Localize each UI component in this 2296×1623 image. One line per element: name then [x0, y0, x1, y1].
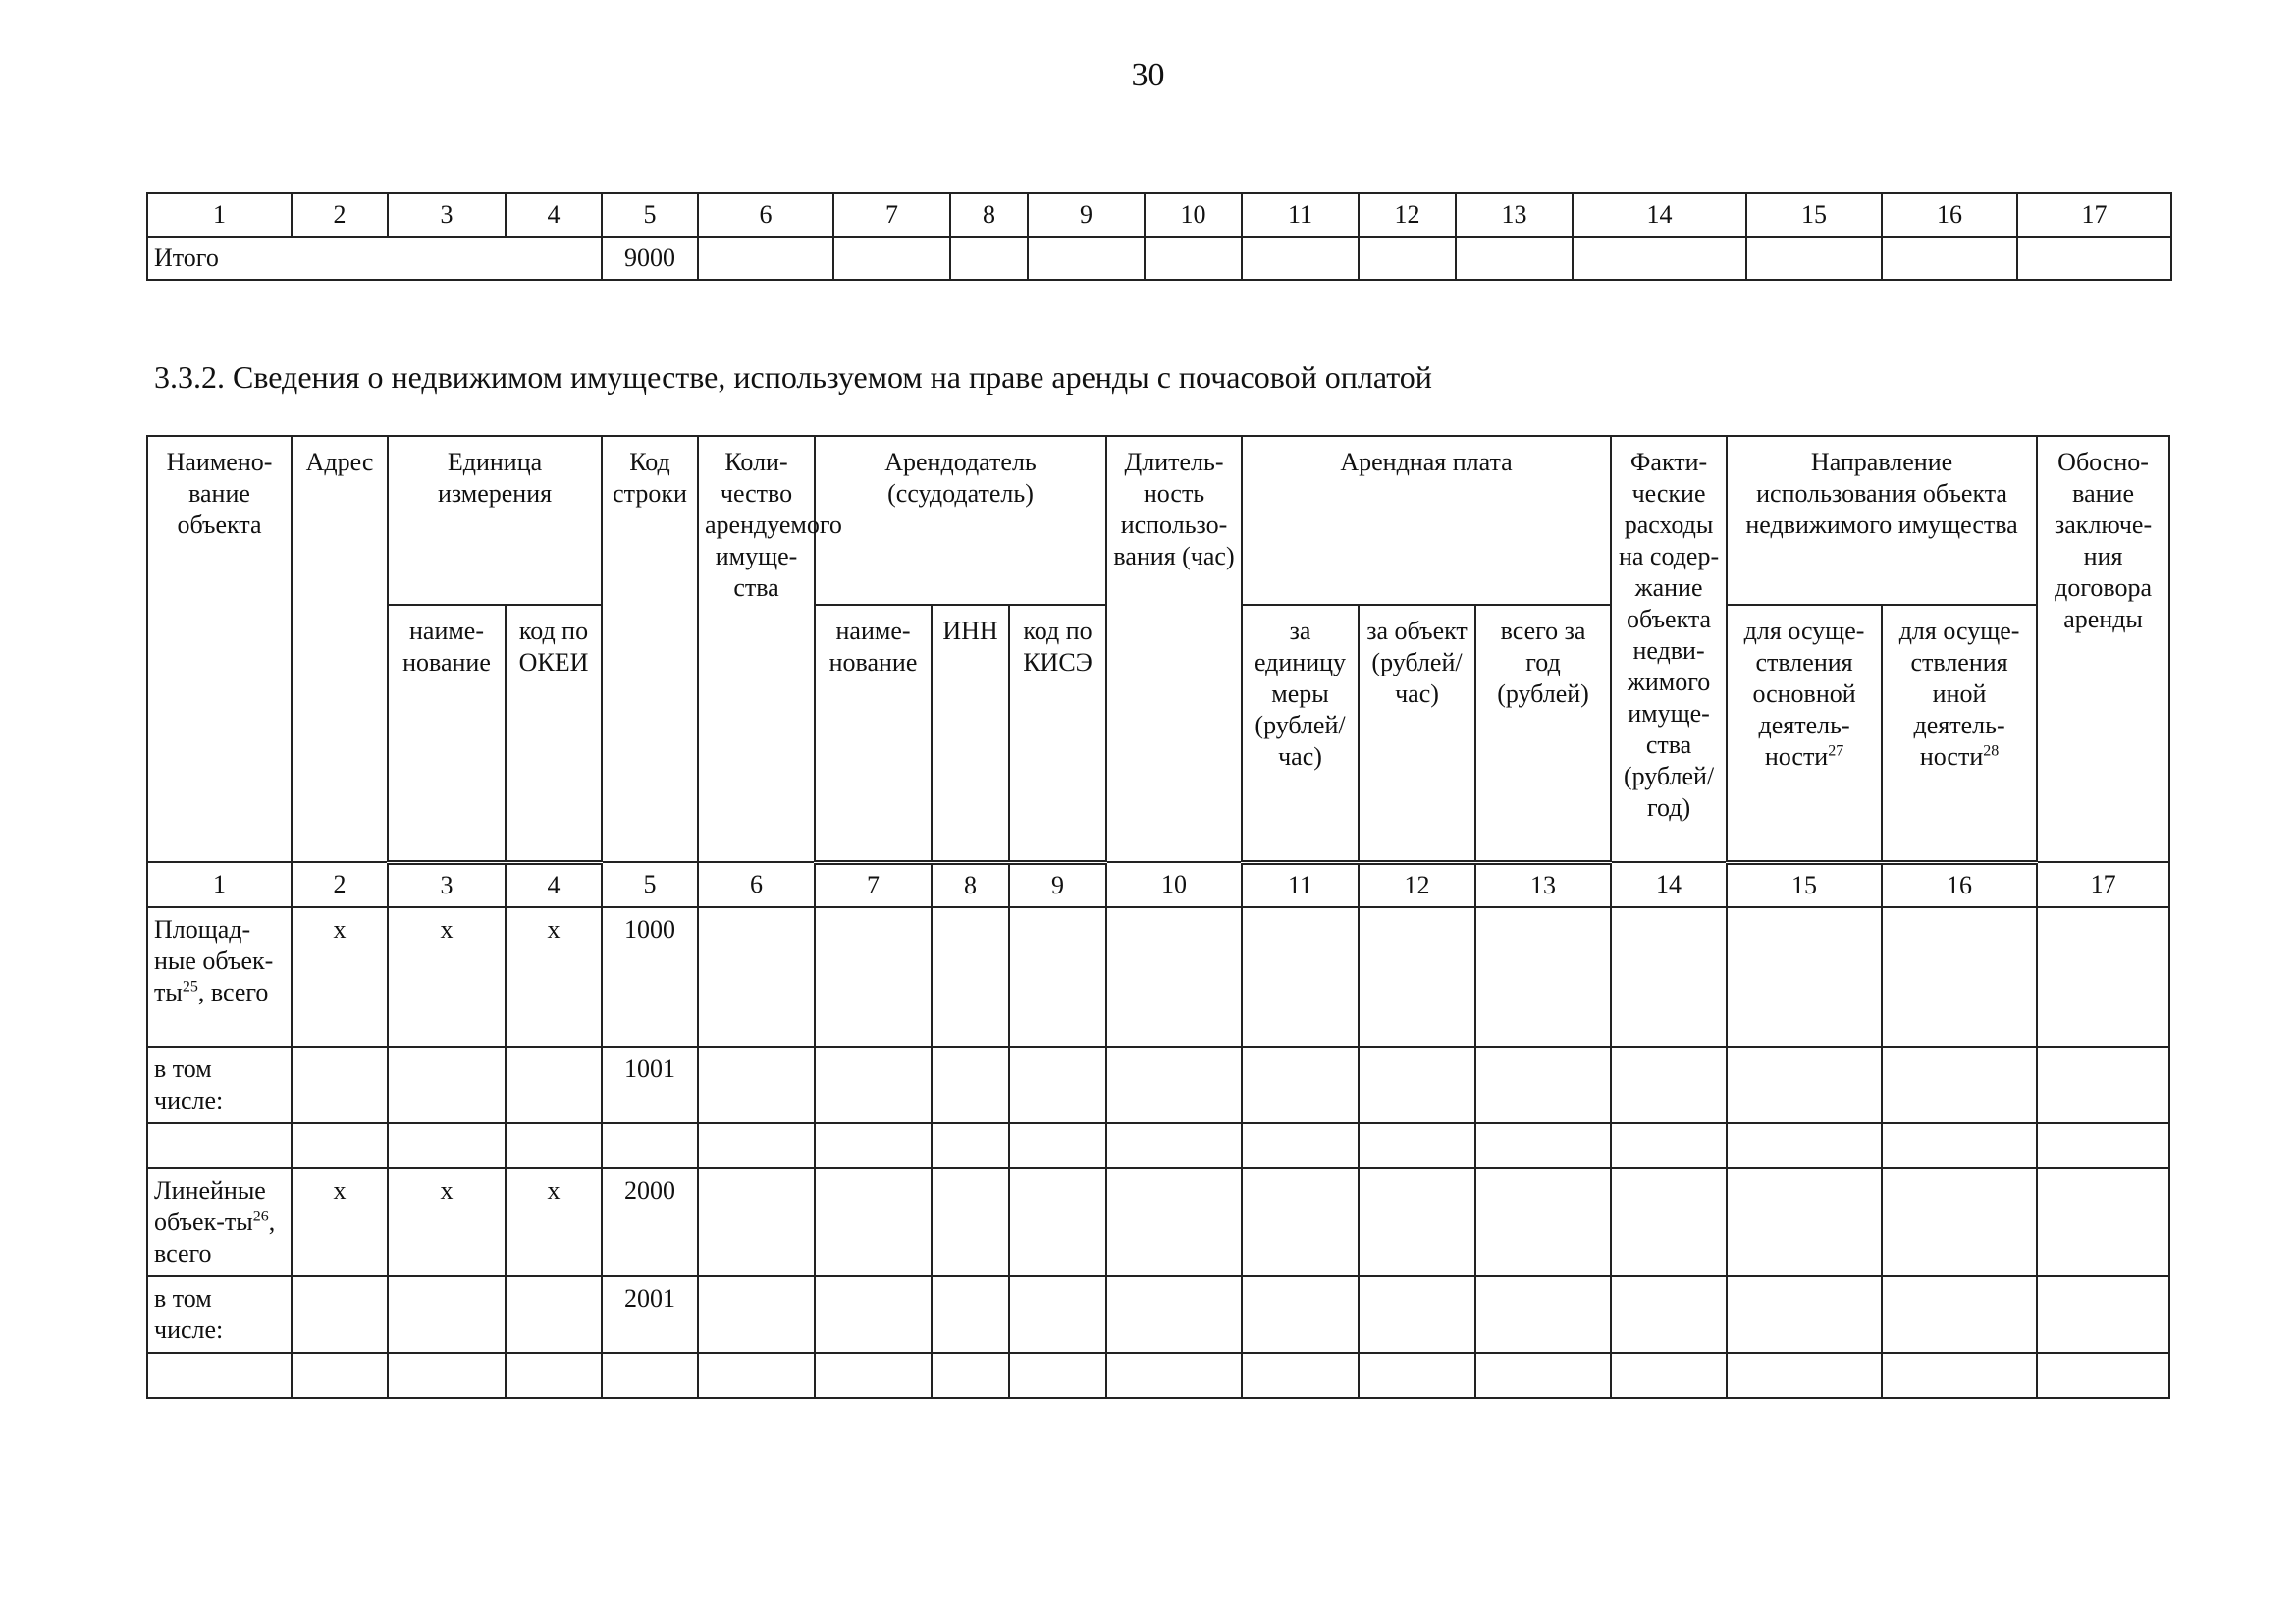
header-unit: Единица измерения: [388, 436, 602, 605]
table-cell: [815, 1123, 932, 1168]
lease-table: [146, 435, 2170, 1399]
table-cell: [815, 907, 932, 1047]
summary-col-number: 2: [292, 193, 388, 237]
row-code: [602, 1353, 698, 1398]
header-row-top: [147, 436, 2169, 605]
table-cell: [1882, 237, 2017, 280]
header-lessor-inn: ИНН: [932, 605, 1009, 862]
table-cell: [1359, 1168, 1475, 1276]
table-row: [147, 1123, 2169, 1168]
row-unit-name: [388, 1123, 506, 1168]
header-unit-name: наиме-нование: [388, 605, 506, 862]
header-rent-per-year: всего за год (рублей): [1475, 605, 1611, 862]
table-cell: [932, 1276, 1009, 1353]
summary-col-number: 6: [698, 193, 833, 237]
table-cell: [2037, 1047, 2169, 1123]
table-cell: [1145, 237, 1242, 280]
table-cell: [698, 237, 833, 280]
table-row: [147, 1353, 2169, 1398]
table-cell: [1882, 1353, 2037, 1398]
row-address: х: [292, 1168, 388, 1276]
table-cell: [932, 1123, 1009, 1168]
table-cell: [698, 1276, 815, 1353]
col-number: 16: [1882, 862, 2037, 907]
table-cell: [833, 237, 950, 280]
table-row: [147, 907, 2169, 1047]
table-cell: [1359, 1276, 1475, 1353]
summary-col-number: 17: [2017, 193, 2171, 237]
table-cell: [2037, 1353, 2169, 1398]
table-cell: [1611, 1123, 1727, 1168]
table-row: [147, 1276, 2169, 1353]
row-unit-okei: х: [506, 907, 602, 1047]
table-cell: [1727, 1168, 1882, 1276]
table-cell: [1359, 1047, 1475, 1123]
table-cell: [1882, 1123, 2037, 1168]
table-cell: [2037, 1276, 2169, 1353]
table-cell: [950, 237, 1028, 280]
row-object-name-text: Площад-ные объек-ты: [154, 914, 274, 1006]
row-unit-name: х: [388, 1168, 506, 1276]
col-number: 13: [1475, 862, 1611, 907]
table-cell: [1611, 1168, 1727, 1276]
header-rent-per-object: за объект (рублей/ час): [1359, 605, 1475, 862]
col-number: 17: [2037, 862, 2169, 907]
table-cell: [1028, 237, 1145, 280]
header-rent-per-unit: за единицу меры (рублей/ час): [1242, 605, 1359, 862]
header-direction: Направление использования объекта недвижимого имущества: [1727, 436, 2037, 605]
row-unit-okei: [506, 1047, 602, 1123]
row-object-name-text: Линейные объек-ты: [154, 1175, 266, 1236]
col-number: 10: [1106, 862, 1242, 907]
row-object-name-text: в том числе:: [154, 1054, 224, 1114]
header-justification: Обосно-вание заключе-ния договора аренды: [2037, 436, 2169, 862]
footnote-ref: 26: [252, 1207, 269, 1224]
summary-table: [146, 192, 2172, 281]
table-cell: [1727, 1123, 1882, 1168]
table-row: [147, 1047, 2169, 1123]
row-address: [292, 1047, 388, 1123]
table-cell: [1475, 1168, 1611, 1276]
row-object-name: [147, 1168, 292, 1276]
table-cell: [1359, 1123, 1475, 1168]
table-cell: [1359, 1353, 1475, 1398]
summary-col-number: 11: [1242, 193, 1359, 237]
data-rows: [147, 907, 2169, 1398]
table-cell: [698, 1168, 815, 1276]
table-cell: [1611, 1047, 1727, 1123]
row-object-name: [147, 1123, 292, 1168]
table-cell: [698, 1047, 815, 1123]
row-object-name-suffix: , всего: [197, 977, 269, 1006]
col-number: 2: [292, 862, 388, 907]
header-quantity: Коли-чество арендуемого имуще-ства: [698, 436, 815, 862]
row-object-name: [147, 1276, 292, 1353]
table-cell: [1882, 1168, 2037, 1276]
table-cell: [1242, 237, 1359, 280]
table-cell: [1009, 1123, 1106, 1168]
row-code: 2000: [602, 1168, 698, 1276]
summary-col-number: 10: [1145, 193, 1242, 237]
total-label: Итого: [147, 237, 602, 280]
table-cell: [1242, 1353, 1359, 1398]
table-cell: [1882, 1276, 2037, 1353]
row-unit-okei: х: [506, 1168, 602, 1276]
col-number: 12: [1359, 862, 1475, 907]
row-code: 1001: [602, 1047, 698, 1123]
row-unit-okei: [506, 1276, 602, 1353]
table-cell: [815, 1168, 932, 1276]
summary-col-number: 7: [833, 193, 950, 237]
col-number: 3: [388, 862, 506, 907]
row-object-name: [147, 907, 292, 1047]
table-cell: [815, 1047, 932, 1123]
table-cell: [1009, 1047, 1106, 1123]
table-cell: [1106, 1276, 1242, 1353]
summary-col-number: 15: [1746, 193, 1882, 237]
table-cell: [815, 1276, 932, 1353]
table-cell: [1242, 1047, 1359, 1123]
table-cell: [1009, 1168, 1106, 1276]
table-cell: [1746, 237, 1882, 280]
summary-col-number: 4: [506, 193, 602, 237]
page-number: 30: [1131, 57, 1165, 93]
header-direction-main-text: для осуще-ствления основной деятель-ности: [1743, 617, 1865, 771]
header-direction-other-text: для осуще-ствления иной деятель-ности: [1898, 617, 2020, 771]
table-cell: [1106, 1168, 1242, 1276]
row-address: [292, 1276, 388, 1353]
summary-col-number: 1: [147, 193, 292, 237]
table-cell: [1009, 1353, 1106, 1398]
header-lessor-kise: код по КИСЭ: [1009, 605, 1106, 862]
col-number: 14: [1611, 862, 1727, 907]
header-duration: Длитель-ность использо-вания (час): [1106, 436, 1242, 862]
summary-col-number: 9: [1028, 193, 1145, 237]
col-number: 4: [506, 862, 602, 907]
col-number: 15: [1727, 862, 1882, 907]
header-actual-costs: Факти-ческие расходы на содер-жание объекта недви-жимого имуще-ства (рублей/ год): [1611, 436, 1727, 862]
row-address: [292, 1123, 388, 1168]
row-address: х: [292, 907, 388, 1047]
table-cell: [932, 907, 1009, 1047]
col-number: 6: [698, 862, 815, 907]
col-number: 11: [1242, 862, 1359, 907]
col-number: 8: [932, 862, 1009, 907]
table-cell: [2037, 1123, 2169, 1168]
table-cell: [1573, 237, 1746, 280]
header-address: Адрес: [292, 436, 388, 862]
table-cell: [698, 1353, 815, 1398]
table-cell: [1106, 1047, 1242, 1123]
row-unit-okei: [506, 1353, 602, 1398]
table-cell: [698, 1123, 815, 1168]
footnote-ref: 25: [182, 977, 198, 995]
table-cell: [698, 907, 815, 1047]
table-cell: [1359, 907, 1475, 1047]
header-object-name: Наимено-вание объекта: [147, 436, 292, 862]
row-code: 2001: [602, 1276, 698, 1353]
table-cell: [1882, 907, 2037, 1047]
summary-col-number: 14: [1573, 193, 1746, 237]
row-object-name-text: в том числе:: [154, 1283, 224, 1344]
table-cell: [1611, 1353, 1727, 1398]
summary-col-number: 8: [950, 193, 1028, 237]
total-value: 9000: [602, 237, 698, 280]
table-cell: [1611, 907, 1727, 1047]
table-cell: [815, 1353, 932, 1398]
table-cell: [1611, 1276, 1727, 1353]
table-cell: [932, 1353, 1009, 1398]
table-cell: [1882, 1047, 2037, 1123]
table-cell: [1727, 907, 1882, 1047]
table-cell: [1727, 1276, 1882, 1353]
table-cell: [2037, 907, 2169, 1047]
table-cell: [1727, 1353, 1882, 1398]
table-cell: [932, 1168, 1009, 1276]
row-unit-okei: [506, 1123, 602, 1168]
header-unit-okei: код по ОКЕИ: [506, 605, 602, 862]
header-direction-main: [1727, 605, 1882, 862]
summary-col-number: 12: [1359, 193, 1456, 237]
table-cell: [1359, 237, 1456, 280]
table-cell: [1475, 907, 1611, 1047]
table-cell: [1242, 1123, 1359, 1168]
table-cell: [1242, 1168, 1359, 1276]
col-number: 7: [815, 862, 932, 907]
col-number: 9: [1009, 862, 1106, 907]
table-cell: [1475, 1123, 1611, 1168]
footnote-ref: 28: [1983, 742, 2000, 760]
summary-col-number: 5: [602, 193, 698, 237]
row-code: [602, 1123, 698, 1168]
row-code: 1000: [602, 907, 698, 1047]
col-number: 5: [602, 862, 698, 907]
row-unit-name: [388, 1276, 506, 1353]
table-cell: [1106, 907, 1242, 1047]
section-title: 3.3.2. Сведения о недвижимом имуществе, используемом на праве аренды с почасовой оплатой: [154, 359, 1432, 395]
table-cell: [1009, 907, 1106, 1047]
table-cell: [1456, 237, 1573, 280]
table-cell: [1106, 1123, 1242, 1168]
table-cell: [2017, 237, 2171, 280]
table-cell: [1475, 1047, 1611, 1123]
summary-column-numbers-row: [147, 193, 2171, 237]
row-object-name: [147, 1353, 292, 1398]
row-object-name: [147, 1047, 292, 1123]
summary-col-number: 16: [1882, 193, 2017, 237]
table-cell: [2037, 1168, 2169, 1276]
row-unit-name: х: [388, 907, 506, 1047]
summary-col-number: 13: [1456, 193, 1573, 237]
table-row: [147, 1168, 2169, 1276]
header-lessor: Арендодатель (ссудодатель): [815, 436, 1106, 605]
table-cell: [1475, 1353, 1611, 1398]
col-number: 1: [147, 862, 292, 907]
table-cell: [932, 1047, 1009, 1123]
row-unit-name: [388, 1047, 506, 1123]
column-numbers-row: [147, 862, 2169, 907]
table-cell: [1475, 1276, 1611, 1353]
table-cell: [1242, 907, 1359, 1047]
table-cell: [1727, 1047, 1882, 1123]
summary-total-row: [147, 237, 2171, 280]
footnote-ref: 27: [1828, 742, 1844, 760]
row-unit-name: [388, 1353, 506, 1398]
header-lessor-name: наиме-нование: [815, 605, 932, 862]
table-cell: [1106, 1353, 1242, 1398]
row-object-name-suffix: , всего: [154, 1207, 276, 1268]
table-cell: [1242, 1276, 1359, 1353]
summary-col-number: 3: [388, 193, 506, 237]
header-row-code: Код строки: [602, 436, 698, 862]
table-cell: [1009, 1276, 1106, 1353]
header-rent: Арендная плата: [1242, 436, 1611, 605]
header-direction-other: [1882, 605, 2037, 862]
row-address: [292, 1353, 388, 1398]
